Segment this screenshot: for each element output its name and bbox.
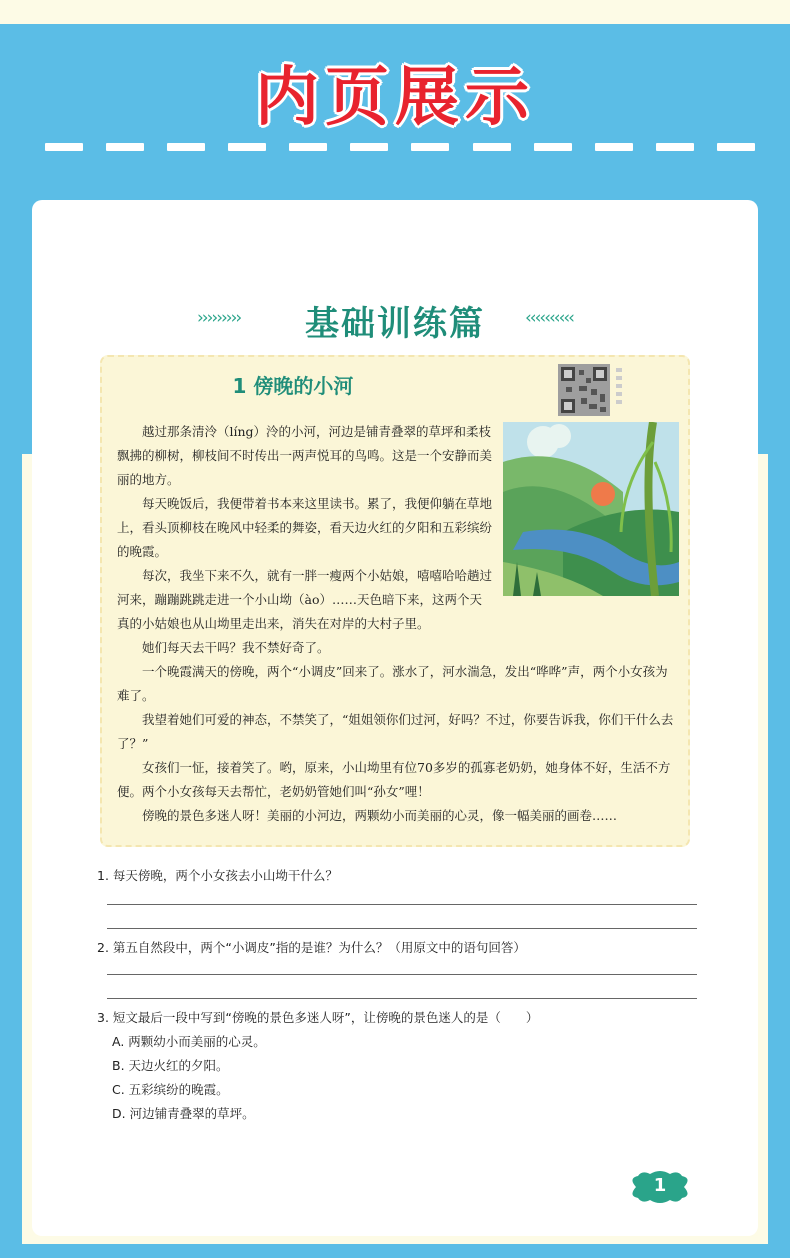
question-2: 2. 第五自然段中，两个“小调皮”指的是谁？为什么？（用原文中的语句回答） bbox=[97, 940, 526, 955]
story-paragraph: 女孩们一怔，接着笑了。哟，原来，小山坳里有位70多岁的孤寡老奶奶，她身体不好，生活不方便。两个小女孩每天去帮忙，老奶奶管她们叫“孙女”哩！ bbox=[117, 760, 671, 799]
left-frame bbox=[0, 454, 22, 1244]
answer-line[interactable] bbox=[107, 904, 697, 905]
answer-line[interactable] bbox=[107, 974, 697, 975]
story-text bbox=[117, 420, 679, 828]
qr-code-icon bbox=[558, 364, 610, 416]
section-header bbox=[32, 296, 758, 346]
story-paragraph: 每次，我坐下来不久，就有一胖一瘦两个小姑娘，嘻嘻哈哈趟过河来，蹦蹦跳跳走进一个小山坳（ào）……天色暗下来，这两个天真的小姑娘也从山坳里走出来，消失在对岸的大村子里。 bbox=[117, 568, 493, 631]
header-title: 内页展示 bbox=[255, 61, 535, 135]
dash-divider bbox=[45, 143, 755, 151]
answer-line[interactable] bbox=[107, 998, 697, 999]
question-1: 1. 每天傍晚，两个小女孩去小山坳干什么？ bbox=[97, 868, 338, 883]
top-margin bbox=[0, 0, 790, 24]
qr-caption-icon bbox=[614, 366, 624, 412]
story-paragraph: 越过那条清泠（líng）泠的小河，河边是铺青叠翠的草坪和柔枝飘拂的柳树，柳枝间不时传出一两声悦耳的鸟鸣。这是一个安静而美丽的地方。 bbox=[117, 424, 493, 487]
bottom-frame bbox=[0, 1244, 790, 1258]
river-illustration bbox=[503, 422, 679, 596]
story-paragraph: 一个晚霞满天的傍晚，两个“小调皮”回来了。涨水了，河水湍急，发出“哗哗”声，两个小女孩为难了。 bbox=[117, 664, 668, 703]
right-chevrons-icon: ‹‹‹‹‹‹‹‹‹‹ bbox=[525, 308, 573, 328]
right-frame bbox=[768, 454, 790, 1244]
page-number: 1 bbox=[653, 1175, 667, 1196]
story-paragraph: 每天晚饭后，我便带着书本来这里读书。累了，我便仰躺在草地上，看头顶柳枝在晚风中轻柔的舞姿，看天边火红的夕阳和五彩缤纷的晚霞。 bbox=[117, 496, 493, 559]
question-3: 3. 短文最后一段中写到“傍晚的景色多迷人呀”，让傍晚的景色迷人的是（ ） bbox=[97, 1010, 539, 1025]
story-title: 1 傍晚的小河 bbox=[232, 374, 354, 398]
option-c[interactable]: C. 五彩缤纷的晚霞。 bbox=[112, 1082, 229, 1097]
left-chevrons-icon: ››››››››› bbox=[197, 308, 241, 328]
option-b[interactable]: B. 天边火红的夕阳。 bbox=[112, 1058, 229, 1073]
story-paragraph: 傍晚的景色多迷人呀！美丽的小河边，两颗幼小而美丽的心灵，像一幅美丽的画卷…… bbox=[142, 808, 618, 823]
story-paragraph: 她们每天去干吗？我不禁好奇了。 bbox=[142, 640, 330, 655]
answer-line[interactable] bbox=[107, 928, 697, 929]
option-d[interactable]: D. 河边铺青叠翠的草坪。 bbox=[112, 1106, 255, 1121]
section-title: 基础训练篇 bbox=[305, 304, 485, 344]
option-a[interactable]: A. 两颗幼小而美丽的心灵。 bbox=[112, 1034, 266, 1049]
story-paragraph: 我望着她们可爱的神态，不禁笑了，“姐姐领你们过河，好吗？不过，你要告诉我，你们干什么去了？” bbox=[117, 712, 674, 751]
